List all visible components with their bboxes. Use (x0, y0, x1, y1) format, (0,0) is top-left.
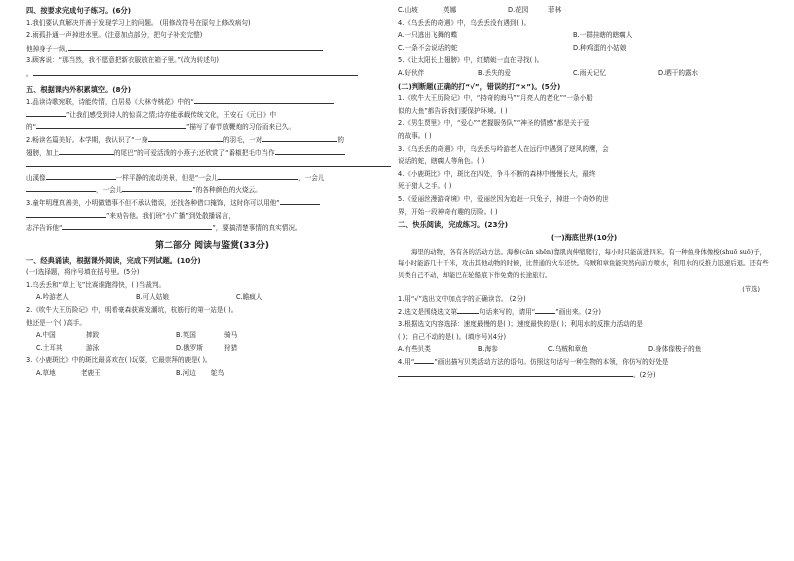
text: 的 (337, 135, 344, 144)
read-q3-line2: ( )；自己不动的是( )。(填序号)(4分) (398, 332, 507, 341)
text: 的羽毛，一对 (222, 135, 263, 144)
passage-title: (一)海底世界(10分) (550, 232, 618, 242)
option[interactable]: B.英国 (176, 331, 196, 340)
answer-line[interactable] (275, 148, 345, 155)
read-q2 (398, 307, 770, 320)
s5-q2-line3 (26, 160, 398, 173)
judge-1a: 1.《吹牛大王历险记》中，“持奇的海马”“月亮人的老化”“一条小船 (398, 94, 593, 103)
judge-5a: 5.《爱丽丝漫游奇境》中，爱丽丝因为追赶一只兔子，掉进一个奇妙的世 (398, 194, 609, 203)
option[interactable]: A.好伙伴 (398, 68, 425, 77)
mc-q2: 2.《吹牛大王历险记》中，明希豪森获赛发潮坑，杭筋行的第一站是( )。 (26, 306, 238, 315)
mc-q2-options-row1 (26, 331, 398, 344)
s5-q2-line5 (26, 185, 398, 198)
option[interactable]: C.山坡 (398, 6, 418, 14)
answer-line[interactable] (398, 370, 633, 377)
option-detail: 摔跤 (86, 331, 100, 340)
text: ”，要搞清楚事情的真实情况。 (212, 224, 302, 233)
option[interactable]: D.俄罗斯 (176, 343, 203, 352)
option[interactable]: C.一条不会说话的蛇 (398, 43, 458, 52)
read-q4-line2 (398, 370, 770, 383)
mc-q1: 1.乌丢丢和“草上飞”比赛谁跑得快，( )当裁判。 (26, 280, 166, 289)
s4-q3-line (26, 69, 398, 82)
option[interactable]: B.一群挂瞎的瞎瘸人 (573, 31, 633, 40)
option[interactable]: C.瞻疯人 (236, 293, 263, 302)
answer-line[interactable] (26, 185, 96, 192)
s5-q2-line2 (26, 148, 398, 161)
mc-q3: 3.《小鹿斑比》中的斑比最喜欢在( )玩耍，它最崇拜的鹿是( )。 (26, 356, 212, 365)
option[interactable]: A.一只逃出飞舞的蝶 (398, 31, 458, 40)
answer-line[interactable] (457, 307, 479, 314)
text: 的“ (26, 123, 37, 132)
option[interactable]: D.花园 (508, 6, 529, 14)
judge-3b: 说话的蛇，瞎瘸人等角色。( ) (398, 157, 485, 166)
answer-line[interactable] (280, 198, 320, 205)
option[interactable]: C.乌贼和章鱼 (548, 345, 588, 354)
option[interactable]: A.有些贝类 (398, 345, 431, 354)
text: 山溪像 (26, 173, 46, 182)
text: 句话来写的，请用“ (479, 308, 536, 317)
part2-sub1: (一)选择题，将序号填在括号里。(5分) (26, 268, 140, 277)
s5-q3-line2 (26, 211, 398, 224)
mc-q5-options (398, 69, 770, 82)
text: 3.童年明理真善美，小明做错事不但不承认错误，还找各种借口掩饰，这时你可以用他“ (26, 198, 280, 207)
option[interactable]: D.身体像梭子的鱼 (648, 345, 702, 354)
text: ”来劝告他。我们班“小广播”到处散播谣言， (106, 211, 235, 220)
text: ”描写了春节放鞭炮的习俗而来已久。 (186, 123, 295, 132)
option[interactable]: A.吟游老人 (36, 293, 69, 302)
mc-q1-options (26, 293, 398, 306)
judge-4b: 死于猎人之手。( ) (398, 182, 452, 191)
option-detail: 游泳 (86, 343, 100, 352)
option[interactable]: B.海参 (478, 345, 498, 354)
answer-line[interactable] (46, 173, 116, 180)
mc-q2-sub: 他还是一个( )高手。 (26, 318, 86, 327)
text: 4.用“ (398, 357, 415, 366)
text: 。(2分) (633, 371, 656, 380)
option-detail: 骑马 (224, 331, 238, 340)
option[interactable]: C.雨天记忆 (573, 68, 607, 77)
option-detail: 英娜 (443, 6, 457, 14)
passage-text: 海里的动物，各有各的活动方法。海参(cān shēn)靠肌肉伸缩爬行，每小时只能前进四米。有一种鱼身体像梭(shuō suō)子，每小时能游几十千米，攻击其他动物的时候，比普通的火车还快。乌贼和章鱼能突然向前方喷水，利用水的反推力迅速后退。还有些贝类自己不动，却能巴在轮船底下作免费的长途旅行。 (398, 248, 769, 279)
mc-q3-options-cont (398, 6, 770, 19)
text: 的尾巴”的可爱活泼的小燕子;还欣赏了“番椒把毛巾当作 (113, 148, 275, 157)
text: 2.选文是围绕选文第 (398, 308, 458, 317)
answer-line[interactable] (59, 148, 114, 155)
answer-line[interactable] (26, 110, 66, 117)
right-column (398, 6, 770, 383)
answer-line[interactable] (36, 122, 186, 129)
text: ，一会儿 (298, 173, 325, 182)
option-detail: 鸵鸟 (211, 369, 225, 378)
option[interactable]: B.河边 (176, 369, 196, 378)
answer-line[interactable] (33, 69, 358, 76)
section-5-heading: 五、根据课内外积累填空。(8分) (26, 84, 132, 94)
s4-q3: 3.顾客说：“那当然，我不愿意把新衣服放在箱子里。”(改为转述句) (26, 56, 219, 65)
mc-q3-options (26, 369, 398, 382)
text: 1.品读诗歌宛联，诗能传情，白居易《大林寺桃花》中的“ (26, 98, 194, 107)
text: ”画出来。(2分) (555, 308, 601, 317)
s4-q3-lead: 。 (26, 69, 33, 78)
judge-5b: 界，开始一段神奇有趣的历险。( ) (398, 207, 498, 216)
answer-line[interactable] (194, 97, 334, 104)
option-detail: 老鹿王 (81, 369, 101, 378)
s4-q2-line (26, 44, 398, 57)
mc-q4-options-row2 (398, 44, 770, 57)
s5-q1-line3 (26, 122, 398, 135)
mc-q4-options-row1 (398, 31, 770, 44)
mc-q2-options-row2 (26, 344, 398, 357)
option[interactable]: A.草地 (36, 369, 56, 378)
underline-sample (535, 308, 555, 314)
text: 一样平静的流动美景，但是“一会儿 (115, 173, 219, 182)
judge-4a: 4.《小鹿斑比》中，斑比在四处，争斗不断的森林中慢慢长大，最终 (398, 169, 596, 178)
text: ”画出描写贝类活动方法的语句。仿照这句话写一种生物的本领，你仿写的好处是 (434, 357, 669, 366)
read-q1: 1.用“√”选出文中加点字的正确读音。 (2分) (398, 294, 526, 303)
judge-3a: 3.《乌丢丢的奇遇》中，乌丢丢与吟游老人在远行中遇到了逆风的鹰，会 (398, 144, 609, 153)
mc-q5: 5.《让太阳长上翅膀》中，红蜻蜓一直在寻找( )。 (398, 56, 544, 65)
s4-q2: 2.雨孤扑通一声掉进水里。(注意加点部分，把句子补充完整) (26, 31, 203, 40)
option-detail: 菲林 (548, 6, 562, 14)
s5-q3-line1 (26, 198, 398, 211)
option-detail: 狩猎 (224, 343, 238, 352)
option[interactable]: D.晒干的露水 (658, 68, 699, 77)
answer-line[interactable] (26, 211, 106, 218)
answer-line[interactable] (62, 223, 212, 230)
underline-sample (414, 358, 434, 364)
answer-line[interactable] (218, 173, 298, 180)
s5-q2-line4 (26, 173, 398, 186)
read-q4-line1 (398, 358, 770, 371)
text: 翅膀，加上 (26, 148, 59, 157)
option[interactable]: B.可人姑娘 (136, 293, 169, 302)
answer-line[interactable] (262, 135, 337, 142)
text: ，一会儿 (96, 186, 123, 195)
part-2-title: 第二部分 阅读与鉴赏(33分) (155, 240, 269, 251)
read-q3-line1: 3.根据选文内容选择：速度最慢的是( )；速度最快的是( )；利用水的反推力活动的是 (398, 320, 643, 329)
answer-line[interactable] (148, 135, 223, 142)
s5-q1-line2 (26, 110, 398, 123)
answer-line[interactable] (122, 185, 192, 192)
mc-q4: 4.《乌丢丢的奇遇》中，乌丢丢没有遇到( )。 (398, 18, 531, 27)
text: ”让我们感受到诗人的惊喜之情;诗亦能承载传统文化，王安石《元日》中 (66, 110, 277, 119)
option[interactable]: C.土耳其 (36, 343, 63, 352)
s4-q1: 1.我们要认真解决并善于发现学习上的问题。 (用修改符号在原句上修改病句) (26, 18, 251, 27)
option[interactable]: A.中国 (36, 331, 56, 340)
judge-heading: (二)判断题(正确的打“√”，错误的打“×”)。(5分) (398, 81, 561, 91)
s4-q2-lead: 他掉身子一纵, (26, 44, 68, 53)
option[interactable]: D.种鸡蛋的小姑娘 (573, 43, 627, 52)
passage-source: (节选) (742, 284, 760, 293)
s5-q1-line1 (26, 97, 398, 110)
part2-h1: 一、经典诵读，根据课外阅读，完成下列试题。(10分) (26, 255, 201, 265)
judge-2b: 的故事。( ) (398, 131, 432, 140)
left-column (26, 6, 398, 382)
section-2-heading: 二、快乐阅读，完成练习。(23分) (398, 220, 509, 230)
text: 志洋告诉他“ (26, 224, 63, 233)
s5-q2-line1 (26, 135, 398, 148)
answer-line[interactable] (68, 44, 323, 51)
read-q3-options (398, 345, 770, 358)
s5-q3-line3 (26, 223, 398, 236)
judge-1b: 似的大鱼”都告诉我们要保护环境。( ) (398, 106, 508, 115)
section-4-heading: 四、按要求完成句子练习。(6分) (26, 6, 132, 15)
judge-2a: 2.《男生贾里》中，“爱心”“老握服务队”“神圣的情感”都是关于爱 (398, 119, 590, 128)
text: ”的各种颜色的火烧云。 (192, 186, 262, 195)
answer-line[interactable] (26, 160, 391, 167)
text: 2.畅读名篇美好。本学期，我认识了“一身 (26, 135, 148, 144)
option[interactable]: B.丢失的爱 (478, 68, 511, 77)
